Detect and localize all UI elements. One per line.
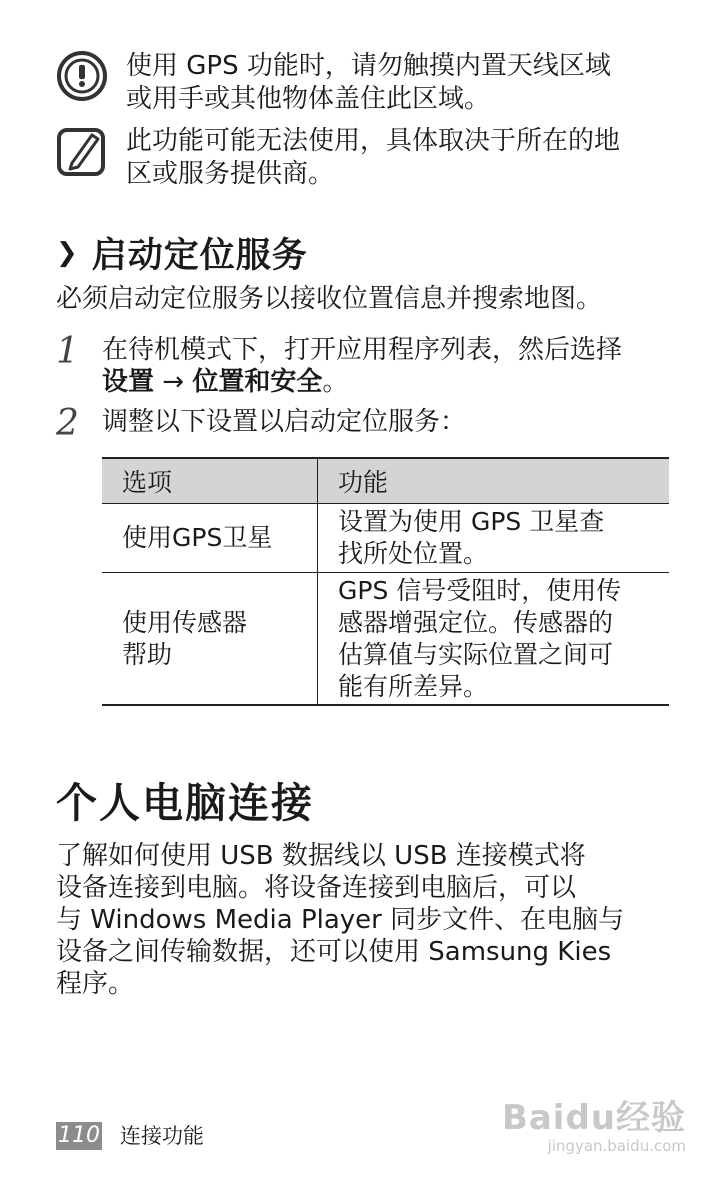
menu-location-security: 位置和安全 <box>192 367 323 397</box>
page-number: 110 <box>58 1123 100 1148</box>
table-cell-function: 设置为使用 GPS 卫星查 找所处位置。 <box>318 504 670 573</box>
note-text-line1: 此功能可能无法使用，具体取决于所在的地 <box>126 126 621 156</box>
step-text: 调整以下设置以启动定位服务： <box>102 407 467 437</box>
arrow: → <box>154 367 193 397</box>
section-intro: 必须启动定位服务以接收位置信息并搜索地图。 <box>56 284 603 314</box>
warning-note <box>56 50 666 116</box>
table-cell-function: GPS 信号受阻时，使用传 感器增强定位。传感器的 估算值与实际位置之间可 能有所差异。 <box>318 573 670 706</box>
watermark <box>502 1090 686 1155</box>
table-cell-option: 使用传感器 帮助 <box>102 573 318 706</box>
table-header-row <box>102 458 669 504</box>
step-number: 1 <box>56 331 79 372</box>
section-title: 启动定位服务 <box>91 236 308 276</box>
table-cell-option: 使用GPS卫星 <box>102 504 318 573</box>
step-number: 2 <box>56 403 79 444</box>
info-note <box>56 125 666 191</box>
warning-icon <box>56 50 108 102</box>
table-header: 功能 <box>318 458 670 504</box>
step-menu-path: 设置 → 位置和安全。 <box>102 367 349 397</box>
step-2 <box>56 403 662 444</box>
step-1 <box>56 331 662 398</box>
watermark-brand: Baidu经验 <box>501 1098 686 1138</box>
settings-table <box>102 457 669 706</box>
table-row <box>102 504 669 573</box>
step-text: 在待机模式下，打开应用程序列表，然后选择 <box>102 335 623 365</box>
chevron-right-icon: ❯ <box>56 238 78 268</box>
note-icon <box>56 125 108 177</box>
menu-settings: 设置 <box>102 367 155 397</box>
section-heading <box>56 228 308 278</box>
chapter-title: 个人电脑连接 <box>56 779 314 827</box>
table-row <box>102 573 669 706</box>
note-text-line2: 区或服务提供商。 <box>126 159 335 189</box>
watermark-url: jingyan.baidu.com <box>547 1137 686 1155</box>
warning-text-line1: 使用 GPS 功能时，请勿触摸内置天线区域 <box>126 51 611 81</box>
page-footer-label: 连接功能 <box>120 1124 204 1148</box>
table-header: 选项 <box>102 458 318 504</box>
warning-text-line2: 或用手或其他物体盖住此区域。 <box>126 84 491 114</box>
chapter-body: 了解如何使用 USB 数据线以 USB 连接模式将 设备连接到电脑。将设备连接到电脑后，可以 与 Windows Media Player 同步文件、在电脑与 设备之间传输数据，还可以使用 Samsung Kies 程序。 <box>56 841 625 999</box>
